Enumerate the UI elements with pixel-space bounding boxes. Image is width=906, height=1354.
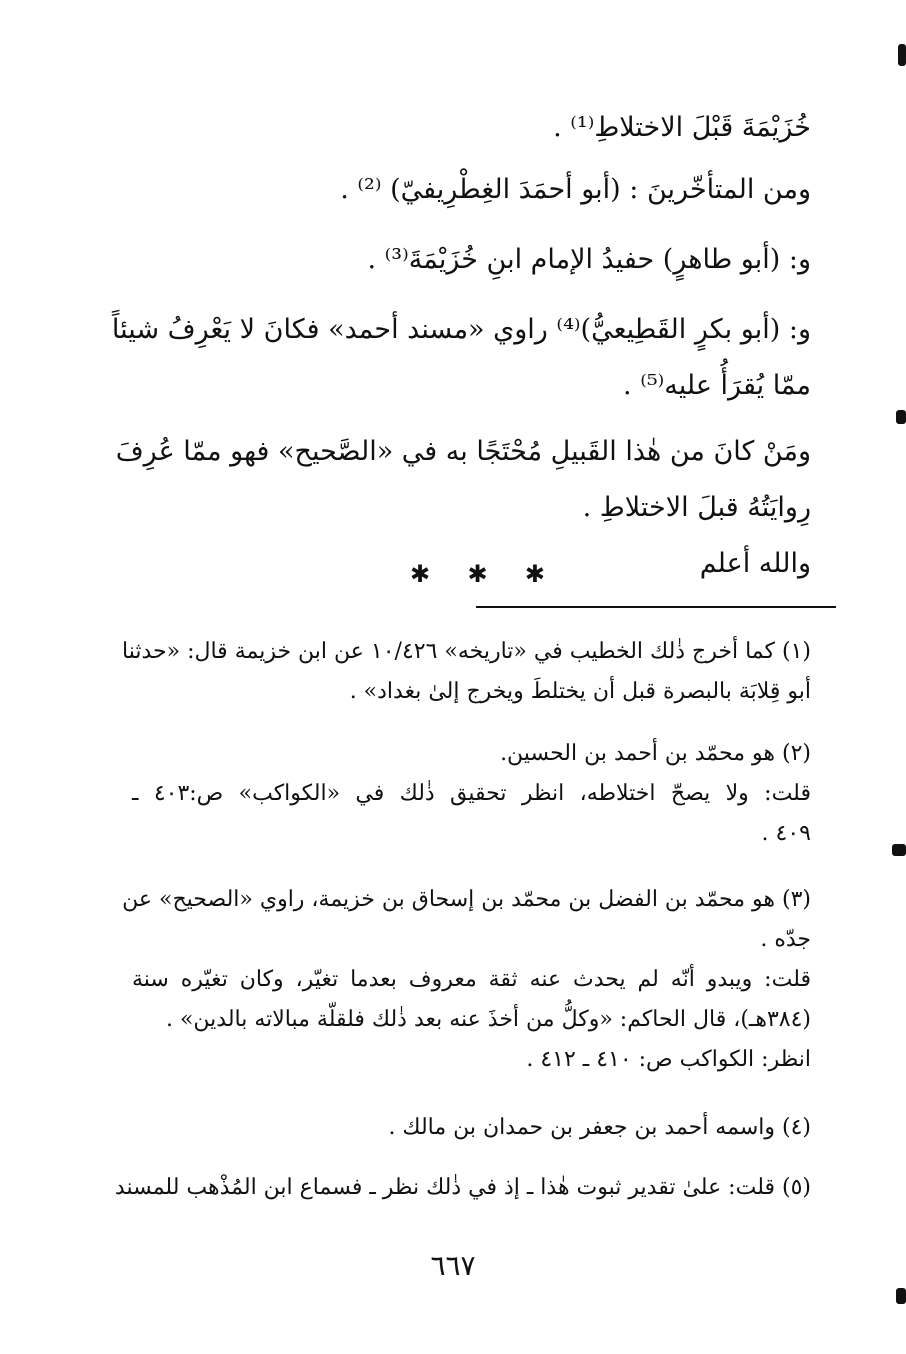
- star-icon: ✱: [410, 560, 431, 588]
- footnote-separator: [476, 606, 836, 608]
- footnote-2-line: (٢) هو محمّد بن أحمد بن الحسين.: [500, 741, 811, 766]
- section-divider-stars: [410, 560, 545, 588]
- scan-edge-mark: [896, 1288, 906, 1304]
- footnote-3-line: (٣) هو محمّد بن الفضل بن محمّد بن إسحاق بن خزيمة، راوي «الصحيح» عن: [122, 887, 811, 912]
- footnote-1-line: (١) كما أخرج ذٰلك الخطيب في «تاريخه» ١٠/٤٢٦ عن ابن خزيمة قال: «حدثنا: [122, 639, 811, 664]
- footnote-1-line: أبو قِلابَة بالبصرة قبل أن يختلطَ ويخرج إلىٰ بغداد» .: [349, 679, 811, 704]
- main-text-line: و: (أبو بكرٍ القَطِيعيُّ)⁽⁴⁾ راوي «مسند أحمد» فكانَ لا يَعْرِفُ شيئاً: [111, 314, 811, 345]
- footnote-3-line: (٣٨٤هـ)، قال الحاكم: «وكلُّ من أخذَ عنه بعد ذٰلك فلقلّة مبالاته بالدين» .: [165, 1007, 811, 1032]
- footnote-2-line: ٤٠٩ .: [761, 821, 811, 846]
- main-text-line: ممّا يُقرَأُ عليه⁽⁵⁾ .: [623, 370, 811, 401]
- footnote-4-line: (٤) واسمه أحمد بن جعفر بن حمدان بن مالك .: [388, 1115, 811, 1140]
- main-text-line: رِوايَتُهُ قبلَ الاختلاطِ .: [582, 492, 811, 523]
- closing-phrase: والله أعلم: [699, 548, 811, 579]
- scan-edge-mark: [898, 44, 906, 66]
- footnote-3-line: جدّه .: [760, 927, 811, 952]
- main-text-line: ومن المتأخّرينَ : (أبو أحمَدَ الغِطْرِيفيّ) ⁽²⁾ .: [340, 174, 811, 205]
- footnote-5-line: (٥) قلت: علىٰ تقدير ثبوت هٰذا ـ إذ في ذٰلك نظر ـ فسماع ابن المُذْهب للمسند: [114, 1175, 811, 1200]
- scan-edge-mark: [896, 410, 906, 424]
- main-text-line: خُزَيْمَةَ قَبْلَ الاختلاطِ⁽¹⁾ .: [553, 112, 811, 143]
- footnote-2-line: قلت: ولا يصحّ اختلاطه، انظر تحقيق ذٰلك في «الكواكب» ص:٤٠٣ ـ: [132, 781, 811, 806]
- footnote-3-line: انظر: الكواكب ص: ٤١٠ ـ ٤١٢ .: [526, 1047, 811, 1072]
- star-icon: ✱: [467, 560, 488, 588]
- main-text-line: ومَنْ كانَ من هٰذا القَبيلِ مُحْتَجًا به في «الصَّحيح» فهو ممّا عُرِفَ: [115, 436, 811, 467]
- main-text-line: و: (أبو طاهرٍ) حفيدُ الإمام ابنِ خُزَيْمَةَ⁽³⁾ .: [367, 244, 811, 275]
- page-number: ٦٦٧: [430, 1249, 476, 1282]
- star-icon: ✱: [524, 560, 545, 588]
- footnote-3-line: قلت: ويبدو أنّه لم يحدث عنه ثقة معروف بعدما تغيّر، وكان تغيّره سنة: [132, 967, 811, 992]
- scan-edge-mark: [892, 844, 906, 856]
